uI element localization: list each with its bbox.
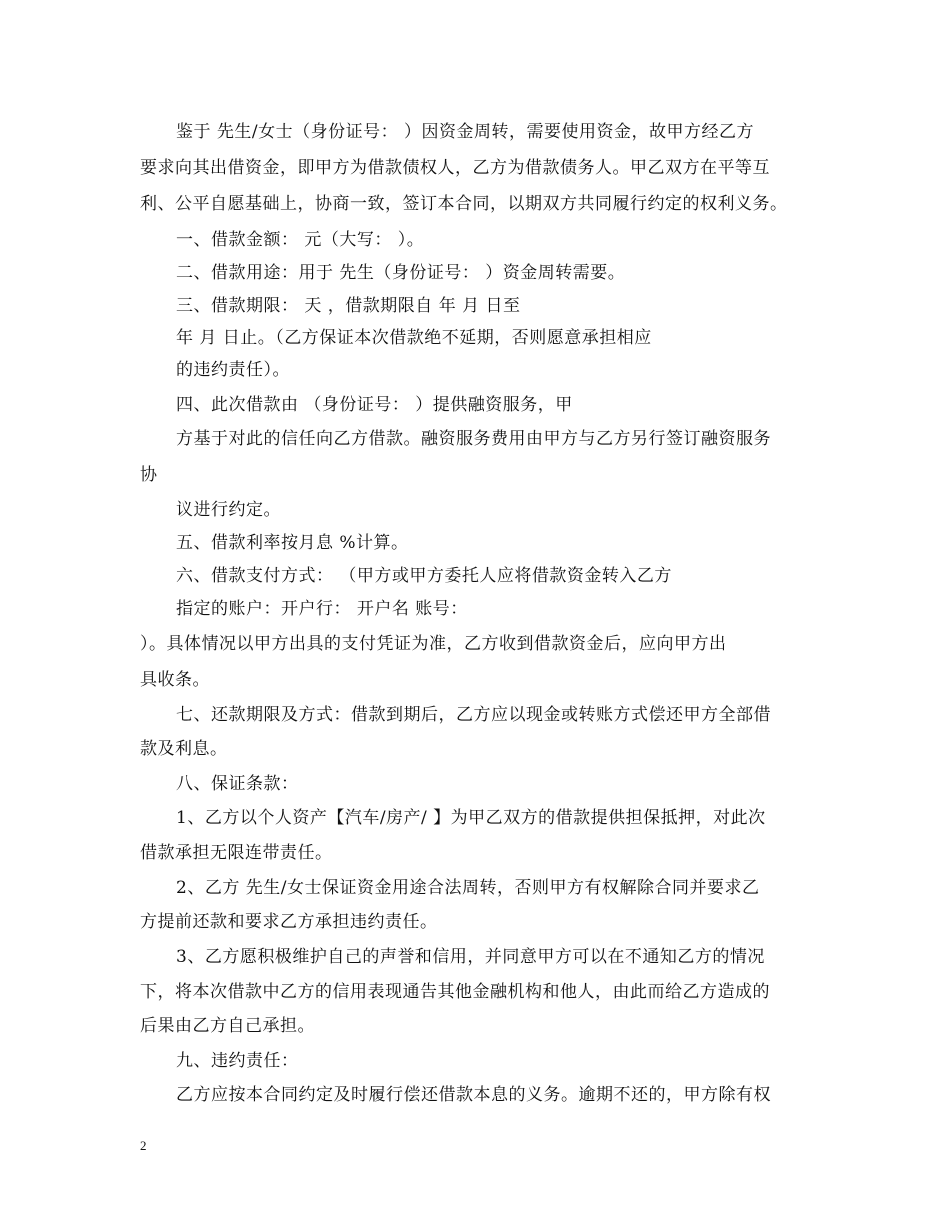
text-line: 四、此次借款由 （身份证号： ）提供融资服务，甲 <box>176 395 573 415</box>
text-line: 1、乙方以个人资产【汽车/房产/ 】为甲乙双方的借款提供担保抵押，对此次 <box>176 808 766 828</box>
text-line: 指定的账户：开户行： 开户名 账号： <box>176 599 468 619</box>
text-line: 后果由乙方自己承担。 <box>140 1016 315 1036</box>
text-line: 方提前还款和要求乙方承担违约责任。 <box>140 912 438 932</box>
page-number: 2 <box>140 1138 147 1153</box>
text-line: 二、借款用途：用于 先生（身份证号： ）资金周转需要。 <box>176 263 626 283</box>
text-line: 要求向其出借资金，即甲方为借款债权人，乙方为借款债务人。甲乙双方在平等互 <box>140 158 770 178</box>
text-line: 八、保证条款： <box>176 774 299 794</box>
text-line: 三、借款期限： 天 ，借款期限自 年 月 日至 <box>176 296 521 316</box>
text-line: 议进行约定。 <box>176 500 281 520</box>
text-line: 3、乙方愿积极维护自己的声誉和信用，并同意甲方可以在不通知乙方的情况 <box>176 947 765 967</box>
text-line: 五、借款利率按月息 %计算。 <box>176 533 409 553</box>
text-line: 乙方应按本合同约定及时履行偿还借款本息的义务。逾期不还的，甲方除有权 <box>176 1085 771 1105</box>
text-line: ）。具体情况以甲方出具的支付凭证为准，乙方收到借款资金后，应向甲方出 <box>140 634 727 654</box>
text-line: 具收条。 <box>140 670 210 690</box>
text-line: 六、借款支付方式： （甲方或甲方委托人应将借款资金转入乙方 <box>176 566 672 586</box>
text-line: 款及利息。 <box>140 739 228 759</box>
text-line: 年 月 日止。（乙方保证本次借款绝不延期，否则愿意承担相应 <box>176 328 652 348</box>
text-line: 2、乙方 先生/女士保证资金用途合法周转，否则甲方有权解除合同并要求乙 <box>176 878 760 898</box>
text-line: 借款承担无限连带责任。 <box>140 843 333 863</box>
text-line: 鉴于 先生/女士（身份证号： ）因资金周转，需要使用资金，故甲方经乙方 <box>176 122 755 142</box>
text-line: 利、公平自愿基础上，协商一致，签订本合同，以期双方共同履行约定的权利义务。 <box>140 194 788 214</box>
text-line: 方基于对此的信任向乙方借款。融资服务费用由甲方与乙方另行签订融资服务 <box>176 429 771 449</box>
text-line: 七、还款期限及方式：借款到期后，乙方应以现金或转账方式偿还甲方全部借 <box>176 705 771 725</box>
text-line: 下，将本次借款中乙方的信用表现通告其他金融机构和他人，由此而给乙方造成的 <box>140 982 770 1002</box>
text-line: 九、违约责任： <box>176 1051 299 1071</box>
text-line: 一、借款金额： 元（大写： ）。 <box>176 230 425 250</box>
text-line: 协 <box>140 465 158 485</box>
text-line: 的违约责任）。 <box>176 360 290 380</box>
